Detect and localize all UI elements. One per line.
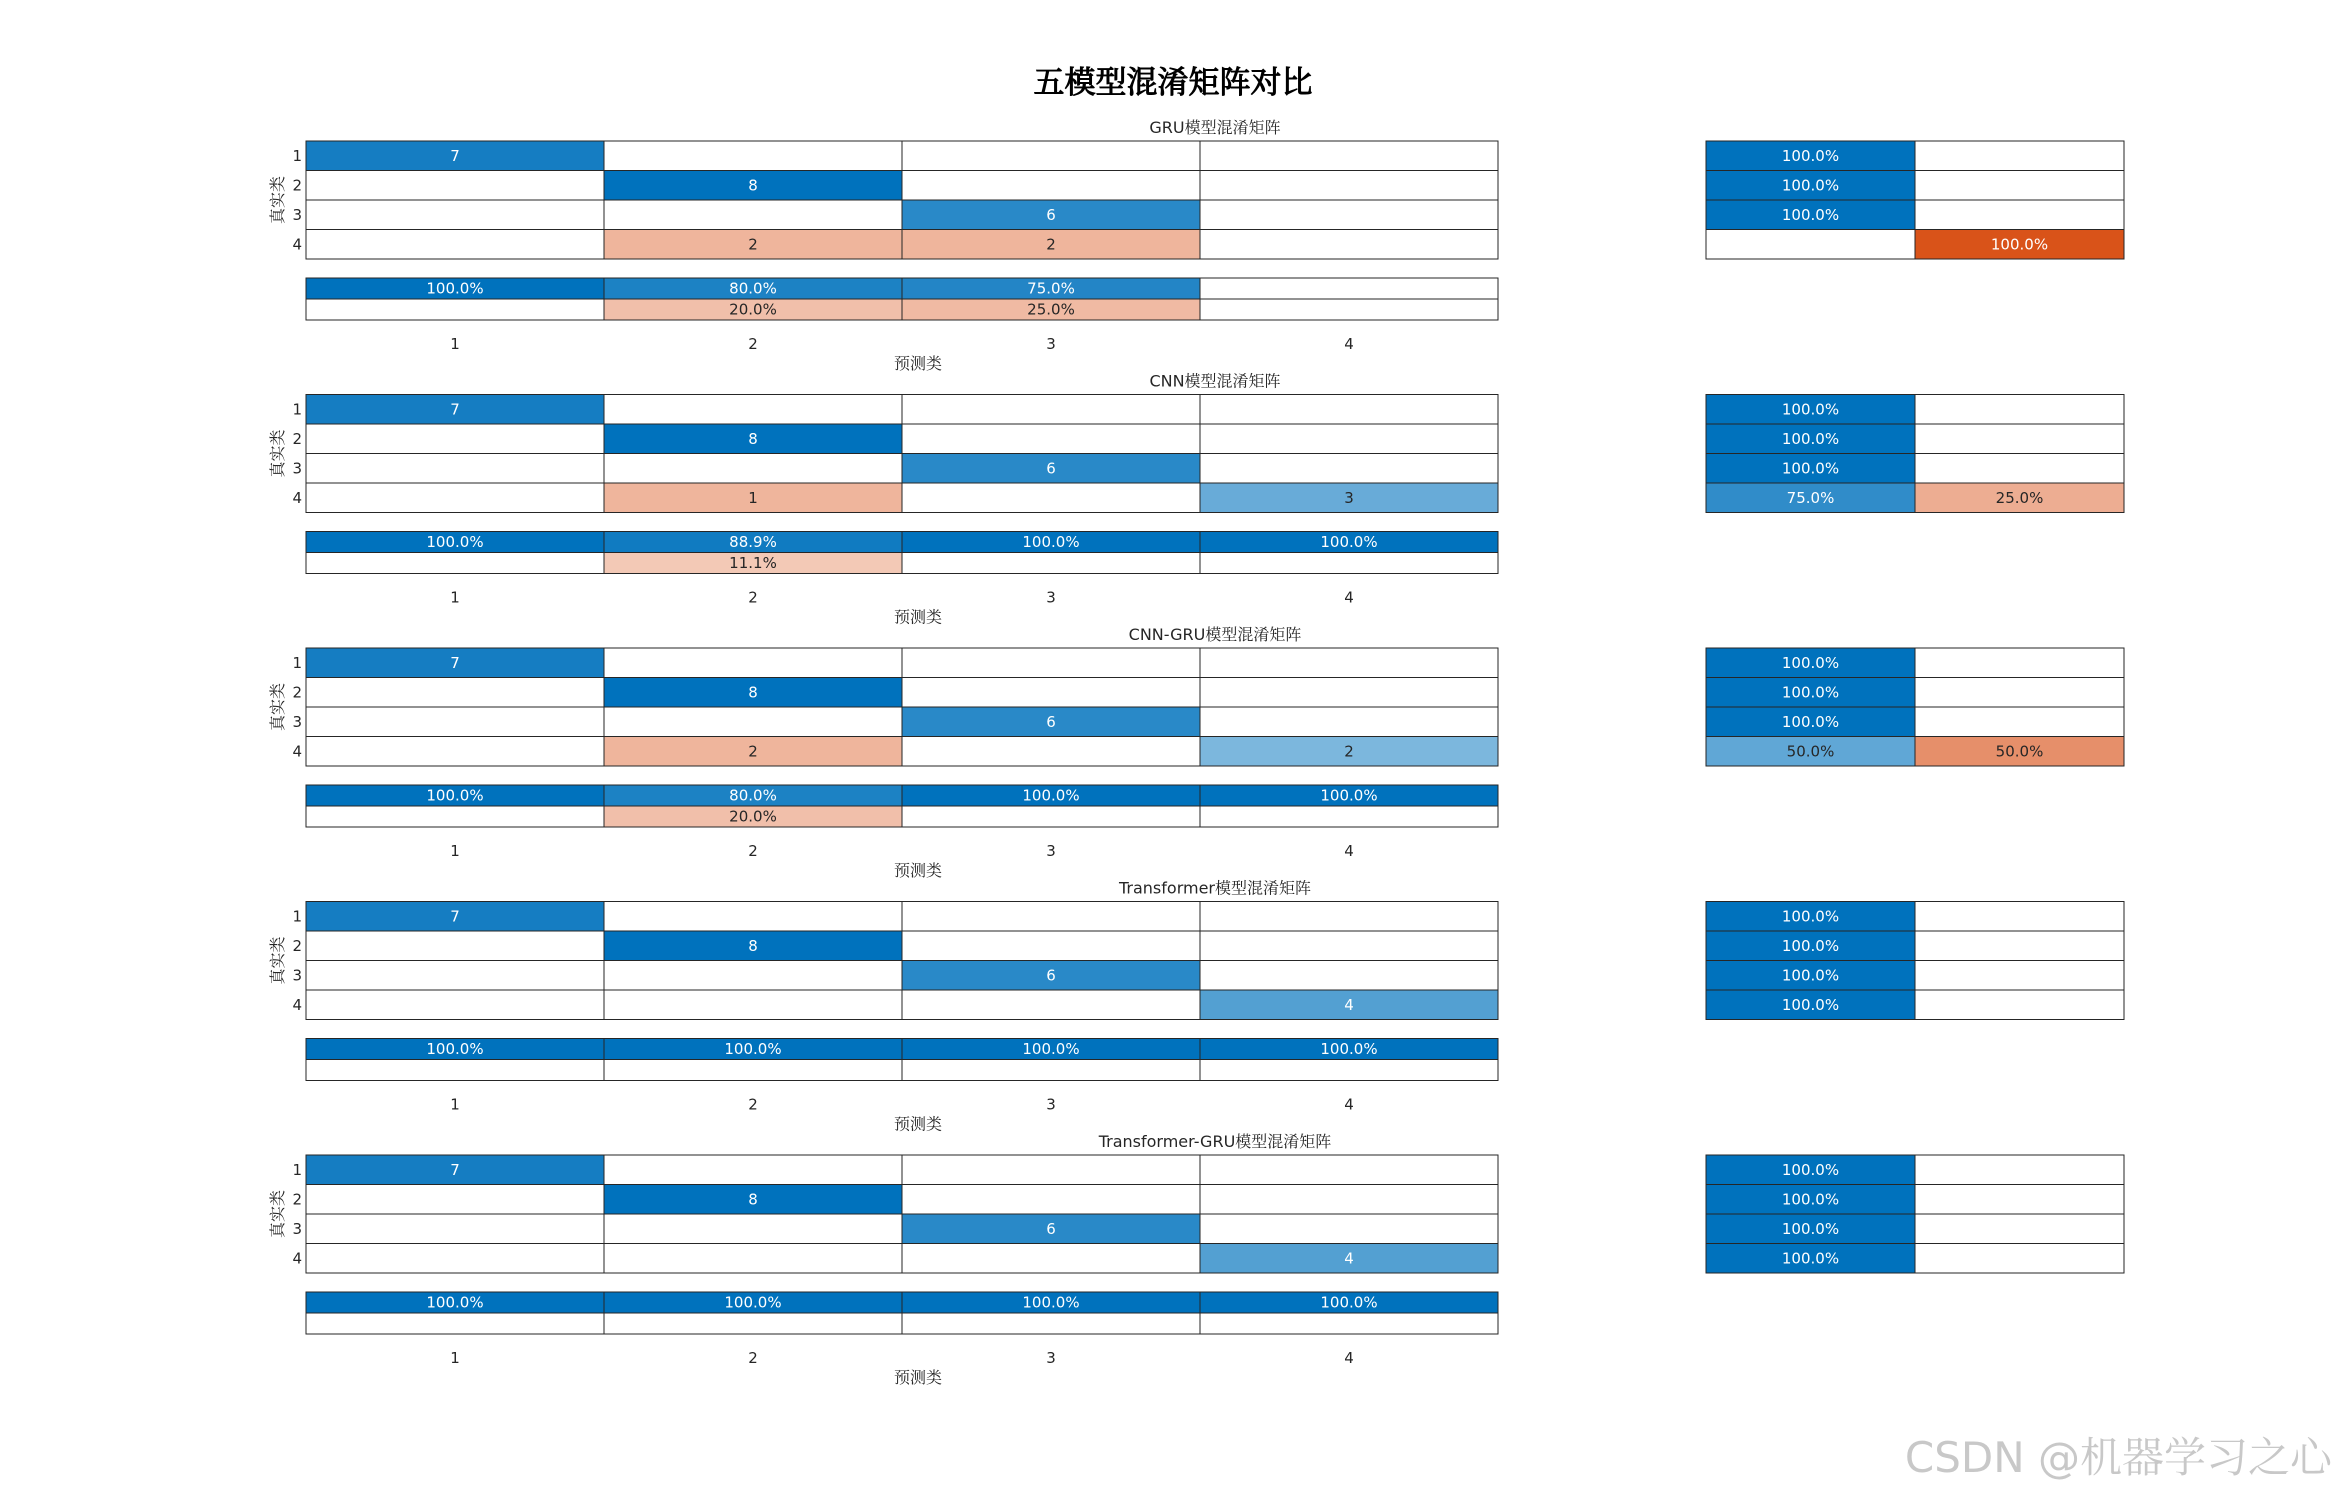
row-summary-incorrect-r1 <box>1915 902 2124 932</box>
matrix-cell-r3-c3-label: 6 <box>1046 459 1056 478</box>
row-summary-correct-r4-label: 100.0% <box>1781 995 1840 1014</box>
col-summary-correct-c2-label: 80.0% <box>729 279 777 298</box>
row-tick-label: 4 <box>292 235 302 254</box>
col-summary-incorrect-c3 <box>902 553 1200 574</box>
row-tick-label: 3 <box>292 712 302 731</box>
matrix-cell-r3-c3-label: 6 <box>1046 966 1056 985</box>
row-summary-incorrect-r4-label: 50.0% <box>1995 742 2044 761</box>
col-summary-incorrect-c4 <box>1200 1313 1498 1334</box>
matrix-cell-r4-c4-label: 3 <box>1344 488 1354 507</box>
x-tick-label: 4 <box>1344 842 1354 860</box>
row-summary-incorrect-r3 <box>1915 200 2124 230</box>
panel-transformer <box>268 879 2124 1134</box>
row-summary-incorrect-r3 <box>1915 961 2124 991</box>
matrix-cell-r3-c1 <box>306 961 604 991</box>
x-tick-label: 4 <box>1344 1095 1354 1114</box>
matrix-cell-r2-c3 <box>902 931 1200 961</box>
row-summary-incorrect-r4-label: 100.0% <box>1990 235 2049 254</box>
matrix-cell-r3-c3-label: 6 <box>1046 1219 1056 1238</box>
matrix-cell-r3-c4 <box>1200 707 1498 737</box>
row-summary-correct-r4-label: 50.0% <box>1786 742 1835 761</box>
row-tick-label: 3 <box>292 966 302 985</box>
matrix-cell-r4-c1 <box>306 990 604 1020</box>
row-summary-correct-r3-label: 100.0% <box>1781 966 1840 985</box>
matrix-cell-r4-c1 <box>306 1244 604 1274</box>
x-tick-label: 2 <box>748 842 758 860</box>
matrix-cell-r1-c3 <box>902 648 1200 678</box>
matrix-cell-r1-c1-label: 7 <box>450 907 460 926</box>
col-summary-incorrect-c1 <box>306 1313 604 1334</box>
panel-gru <box>268 118 2124 373</box>
matrix-cell-r1-c4 <box>1200 902 1498 932</box>
matrix-cell-r4-c3 <box>902 1244 1200 1274</box>
col-summary-incorrect-c1 <box>306 553 604 574</box>
col-summary-incorrect-c1 <box>306 299 604 320</box>
row-summary-incorrect-r3 <box>1915 1214 2124 1244</box>
matrix-cell-r2-c4 <box>1200 931 1498 961</box>
col-summary-correct-c3-label: 100.0% <box>1022 1040 1080 1058</box>
matrix-cell-r4-c2 <box>604 1244 902 1274</box>
matrix-cell-r3-c2 <box>604 961 902 991</box>
panel-subtitle: CNN模型混淆矩阵 <box>1149 371 1281 391</box>
x-tick-label: 1 <box>450 842 460 860</box>
matrix-cell-r4-c3 <box>902 483 1200 513</box>
row-summary-incorrect-r2 <box>1915 931 2124 961</box>
x-tick-label: 2 <box>748 1095 758 1114</box>
matrix-cell-r3-c4 <box>1200 961 1498 991</box>
matrix-cell-r4-c1 <box>306 230 604 260</box>
matrix-cell-r2-c2-label: 8 <box>748 176 758 195</box>
row-tick-label: 4 <box>292 995 302 1014</box>
matrix-cell-r2-c3 <box>902 1185 1200 1215</box>
row-tick-label: 4 <box>292 742 302 761</box>
row-summary-correct-r2-label: 100.0% <box>1781 1190 1840 1209</box>
matrix-cell-r2-c2-label: 8 <box>748 429 758 448</box>
col-summary-correct-c1-label: 100.0% <box>426 786 484 805</box>
col-summary-incorrect-c1 <box>306 1060 604 1081</box>
x-tick-label: 2 <box>748 588 758 607</box>
col-summary-incorrect-c2-label: 11.1% <box>729 554 777 572</box>
matrix-cell-r4-c2 <box>604 990 902 1020</box>
col-summary-incorrect-c4 <box>1200 299 1498 320</box>
row-tick-label: 3 <box>292 459 302 478</box>
matrix-cell-r2-c1 <box>306 678 604 708</box>
matrix-cell-r1-c2 <box>604 395 902 425</box>
row-summary-correct-r3-label: 100.0% <box>1781 712 1840 731</box>
matrix-cell-r3-c3-label: 6 <box>1046 205 1056 224</box>
matrix-cell-r2-c2-label: 8 <box>748 936 758 955</box>
col-summary-incorrect-c3 <box>902 1060 1200 1081</box>
col-summary-correct-c4-label: 100.0% <box>1320 1293 1378 1312</box>
col-summary-correct-c2-label: 100.0% <box>724 1040 782 1058</box>
col-summary-correct-c4 <box>1200 278 1498 299</box>
matrix-cell-r2-c2-label: 8 <box>748 683 758 702</box>
y-axis-label: 真实类 <box>268 1189 287 1239</box>
matrix-cell-r3-c4 <box>1200 454 1498 484</box>
matrix-cell-r1-c1-label: 7 <box>450 1160 460 1179</box>
col-summary-correct-c1-label: 100.0% <box>426 1293 484 1312</box>
col-summary-correct-c2-label: 100.0% <box>724 1293 782 1312</box>
row-tick-label: 2 <box>292 683 302 702</box>
col-summary-incorrect-c2-label: 20.0% <box>729 300 777 319</box>
panel-cnn-gru <box>268 625 2124 880</box>
matrix-cell-r1-c3 <box>902 902 1200 932</box>
col-summary-incorrect-c4 <box>1200 806 1498 827</box>
matrix-cell-r4-c2-label: 1 <box>748 488 758 507</box>
row-summary-correct-r2-label: 100.0% <box>1781 176 1840 195</box>
panel-subtitle: GRU模型混淆矩阵 <box>1149 118 1281 137</box>
col-summary-correct-c2-label: 88.9% <box>729 533 777 551</box>
matrix-cell-r1-c4 <box>1200 1155 1498 1185</box>
row-summary-incorrect-r1 <box>1915 648 2124 678</box>
x-axis-label: 预测类 <box>893 1114 943 1134</box>
row-summary-correct-r1-label: 100.0% <box>1781 400 1840 419</box>
col-summary-correct-c4-label: 100.0% <box>1320 1040 1378 1058</box>
matrix-cell-r2-c1 <box>306 171 604 201</box>
matrix-cell-r2-c1 <box>306 1185 604 1215</box>
matrix-cell-r3-c2 <box>604 707 902 737</box>
row-summary-correct-r4-label: 75.0% <box>1786 488 1835 507</box>
row-tick-label: 4 <box>292 1249 302 1268</box>
row-tick-label: 2 <box>292 176 302 195</box>
col-summary-correct-c3-label: 75.0% <box>1027 279 1075 298</box>
row-summary-correct-r3-label: 100.0% <box>1781 205 1840 224</box>
matrix-cell-r4-c4-label: 2 <box>1344 742 1354 761</box>
col-summary-incorrect-c3 <box>902 806 1200 827</box>
x-axis-label: 预测类 <box>893 1368 943 1387</box>
y-axis-label: 真实类 <box>268 175 287 225</box>
row-summary-incorrect-r2 <box>1915 424 2124 454</box>
row-summary-incorrect-r3 <box>1915 707 2124 737</box>
x-axis-label: 预测类 <box>893 607 943 627</box>
matrix-cell-r1-c4 <box>1200 395 1498 425</box>
row-summary-correct-r2-label: 100.0% <box>1781 429 1840 448</box>
col-summary-incorrect-c2-label: 20.0% <box>729 807 777 826</box>
matrix-cell-r2-c4 <box>1200 678 1498 708</box>
col-summary-incorrect-c4 <box>1200 553 1498 574</box>
row-tick-label: 4 <box>292 488 302 507</box>
matrix-cell-r1-c3 <box>902 141 1200 171</box>
row-summary-incorrect-r1 <box>1915 1155 2124 1185</box>
row-tick-label: 2 <box>292 429 302 448</box>
matrix-cell-r1-c2 <box>604 1155 902 1185</box>
row-tick-label: 1 <box>292 400 302 419</box>
matrix-cell-r3-c4 <box>1200 200 1498 230</box>
row-summary-incorrect-r3 <box>1915 454 2124 484</box>
col-summary-incorrect-c3 <box>902 1313 1200 1334</box>
matrix-cell-r3-c2 <box>604 1214 902 1244</box>
col-summary-incorrect-c3-label: 25.0% <box>1027 300 1075 319</box>
matrix-cell-r2-c4 <box>1200 1185 1498 1215</box>
watermark: CSDN @机器学习之心 <box>1904 1433 2332 1482</box>
x-tick-label: 4 <box>1344 1349 1354 1367</box>
matrix-cell-r3-c1 <box>306 200 604 230</box>
col-summary-correct-c3-label: 100.0% <box>1022 786 1080 805</box>
row-summary-incorrect-r4 <box>1915 1244 2124 1274</box>
matrix-cell-r4-c1 <box>306 737 604 767</box>
x-tick-label: 2 <box>748 335 758 353</box>
matrix-cell-r4-c4-label: 4 <box>1344 1249 1354 1268</box>
col-summary-incorrect-c2 <box>604 1313 902 1334</box>
matrix-cell-r2-c4 <box>1200 171 1498 201</box>
row-summary-incorrect-r2 <box>1915 1185 2124 1215</box>
row-summary-correct-r2-label: 100.0% <box>1781 683 1840 702</box>
matrix-cell-r3-c1 <box>306 707 604 737</box>
row-summary-correct-r4-label: 100.0% <box>1781 1249 1840 1268</box>
row-summary-incorrect-r4 <box>1915 990 2124 1020</box>
row-summary-correct-r2-label: 100.0% <box>1781 936 1840 955</box>
y-axis-label: 真实类 <box>268 936 287 985</box>
y-axis-label: 真实类 <box>268 429 287 478</box>
row-summary-correct-r1-label: 100.0% <box>1781 1160 1840 1179</box>
matrix-cell-r4-c1 <box>306 483 604 513</box>
panel-subtitle: Transformer模型混淆矩阵 <box>1118 878 1312 898</box>
matrix-cell-r3-c2 <box>604 200 902 230</box>
matrix-cell-r1-c4 <box>1200 141 1498 171</box>
figure-title: 五模型混淆矩阵对比 <box>1033 65 1313 101</box>
col-summary-correct-c4-label: 100.0% <box>1320 533 1378 551</box>
matrix-cell-r1-c2 <box>604 141 902 171</box>
matrix-cell-r2-c3 <box>902 171 1200 201</box>
row-summary-incorrect-r1 <box>1915 141 2124 171</box>
row-summary-correct-r3-label: 100.0% <box>1781 459 1840 478</box>
row-summary-correct-r1-label: 100.0% <box>1781 907 1840 926</box>
matrix-cell-r2-c3 <box>902 678 1200 708</box>
row-tick-label: 2 <box>292 936 302 955</box>
row-tick-label: 1 <box>292 146 302 165</box>
matrix-cell-r1-c1-label: 7 <box>450 653 460 672</box>
panels <box>268 118 2124 1387</box>
x-tick-label: 4 <box>1344 588 1354 607</box>
matrix-cell-r2-c1 <box>306 424 604 454</box>
matrix-cell-r1-c2 <box>604 648 902 678</box>
x-tick-label: 3 <box>1046 1349 1056 1367</box>
col-summary-incorrect-c1 <box>306 806 604 827</box>
panel-subtitle: Transformer-GRU模型混淆矩阵 <box>1098 1132 1332 1151</box>
matrix-cell-r3-c2 <box>604 454 902 484</box>
matrix-cell-r4-c2-label: 2 <box>748 742 758 761</box>
x-axis-label: 预测类 <box>893 354 943 373</box>
panel-transformer-gru <box>268 1132 2124 1387</box>
y-axis-label: 真实类 <box>268 682 287 732</box>
row-tick-label: 1 <box>292 1160 302 1179</box>
row-tick-label: 2 <box>292 1190 302 1209</box>
matrix-cell-r1-c3 <box>902 1155 1200 1185</box>
row-tick-label: 1 <box>292 907 302 926</box>
matrix-cell-r2-c4 <box>1200 424 1498 454</box>
matrix-cell-r2-c3 <box>902 424 1200 454</box>
row-summary-correct-r1-label: 100.0% <box>1781 146 1840 165</box>
x-tick-label: 2 <box>748 1349 758 1367</box>
matrix-cell-r3-c1 <box>306 1214 604 1244</box>
x-tick-label: 3 <box>1046 842 1056 860</box>
matrix-cell-r2-c2-label: 8 <box>748 1190 758 1209</box>
row-summary-incorrect-r2 <box>1915 171 2124 201</box>
row-tick-label: 3 <box>292 1219 302 1238</box>
col-summary-correct-c3-label: 100.0% <box>1022 533 1080 551</box>
x-axis-label: 预测类 <box>893 861 943 880</box>
matrix-cell-r4-c3 <box>902 990 1200 1020</box>
x-tick-label: 3 <box>1046 335 1056 353</box>
matrix-cell-r1-c4 <box>1200 648 1498 678</box>
row-summary-incorrect-r1 <box>1915 395 2124 425</box>
col-summary-correct-c1-label: 100.0% <box>426 533 484 551</box>
matrix-cell-r3-c4 <box>1200 1214 1498 1244</box>
panel-cnn <box>268 372 2124 627</box>
matrix-cell-r4-c2-label: 2 <box>748 235 758 254</box>
row-tick-label: 1 <box>292 653 302 672</box>
matrix-cell-r1-c1-label: 7 <box>450 400 460 419</box>
col-summary-correct-c3-label: 100.0% <box>1022 1293 1080 1312</box>
matrix-cell-r4-c3 <box>902 737 1200 767</box>
matrix-cell-r4-c3-label: 2 <box>1046 235 1056 254</box>
row-summary-incorrect-r2 <box>1915 678 2124 708</box>
row-summary-correct-r1-label: 100.0% <box>1781 653 1840 672</box>
matrix-cell-r1-c2 <box>604 902 902 932</box>
row-summary-correct-r4 <box>1706 230 1915 260</box>
row-summary-correct-r3-label: 100.0% <box>1781 1219 1840 1238</box>
x-tick-label: 1 <box>450 335 460 353</box>
x-tick-label: 3 <box>1046 588 1056 607</box>
x-tick-label: 3 <box>1046 1095 1056 1114</box>
matrix-cell-r3-c3-label: 6 <box>1046 712 1056 731</box>
x-tick-label: 1 <box>450 588 460 607</box>
col-summary-incorrect-c2 <box>604 1060 902 1081</box>
col-summary-correct-c4-label: 100.0% <box>1320 786 1378 805</box>
row-tick-label: 3 <box>292 205 302 224</box>
matrix-cell-r1-c1-label: 7 <box>450 146 460 165</box>
col-summary-correct-c1-label: 100.0% <box>426 1040 484 1058</box>
matrix-cell-r4-c4-label: 4 <box>1344 995 1354 1014</box>
matrix-cell-r1-c3 <box>902 395 1200 425</box>
matrix-cell-r4-c4 <box>1200 230 1498 260</box>
col-summary-incorrect-c4 <box>1200 1060 1498 1081</box>
matrix-cell-r3-c1 <box>306 454 604 484</box>
col-summary-correct-c1-label: 100.0% <box>426 279 484 298</box>
row-summary-incorrect-r4-label: 25.0% <box>1995 488 2044 507</box>
x-tick-label: 1 <box>450 1095 460 1114</box>
panel-subtitle: CNN-GRU模型混淆矩阵 <box>1128 625 1302 644</box>
matrix-cell-r2-c1 <box>306 931 604 961</box>
x-tick-label: 4 <box>1344 335 1354 353</box>
x-tick-label: 1 <box>450 1349 460 1367</box>
col-summary-correct-c2-label: 80.0% <box>729 786 777 805</box>
